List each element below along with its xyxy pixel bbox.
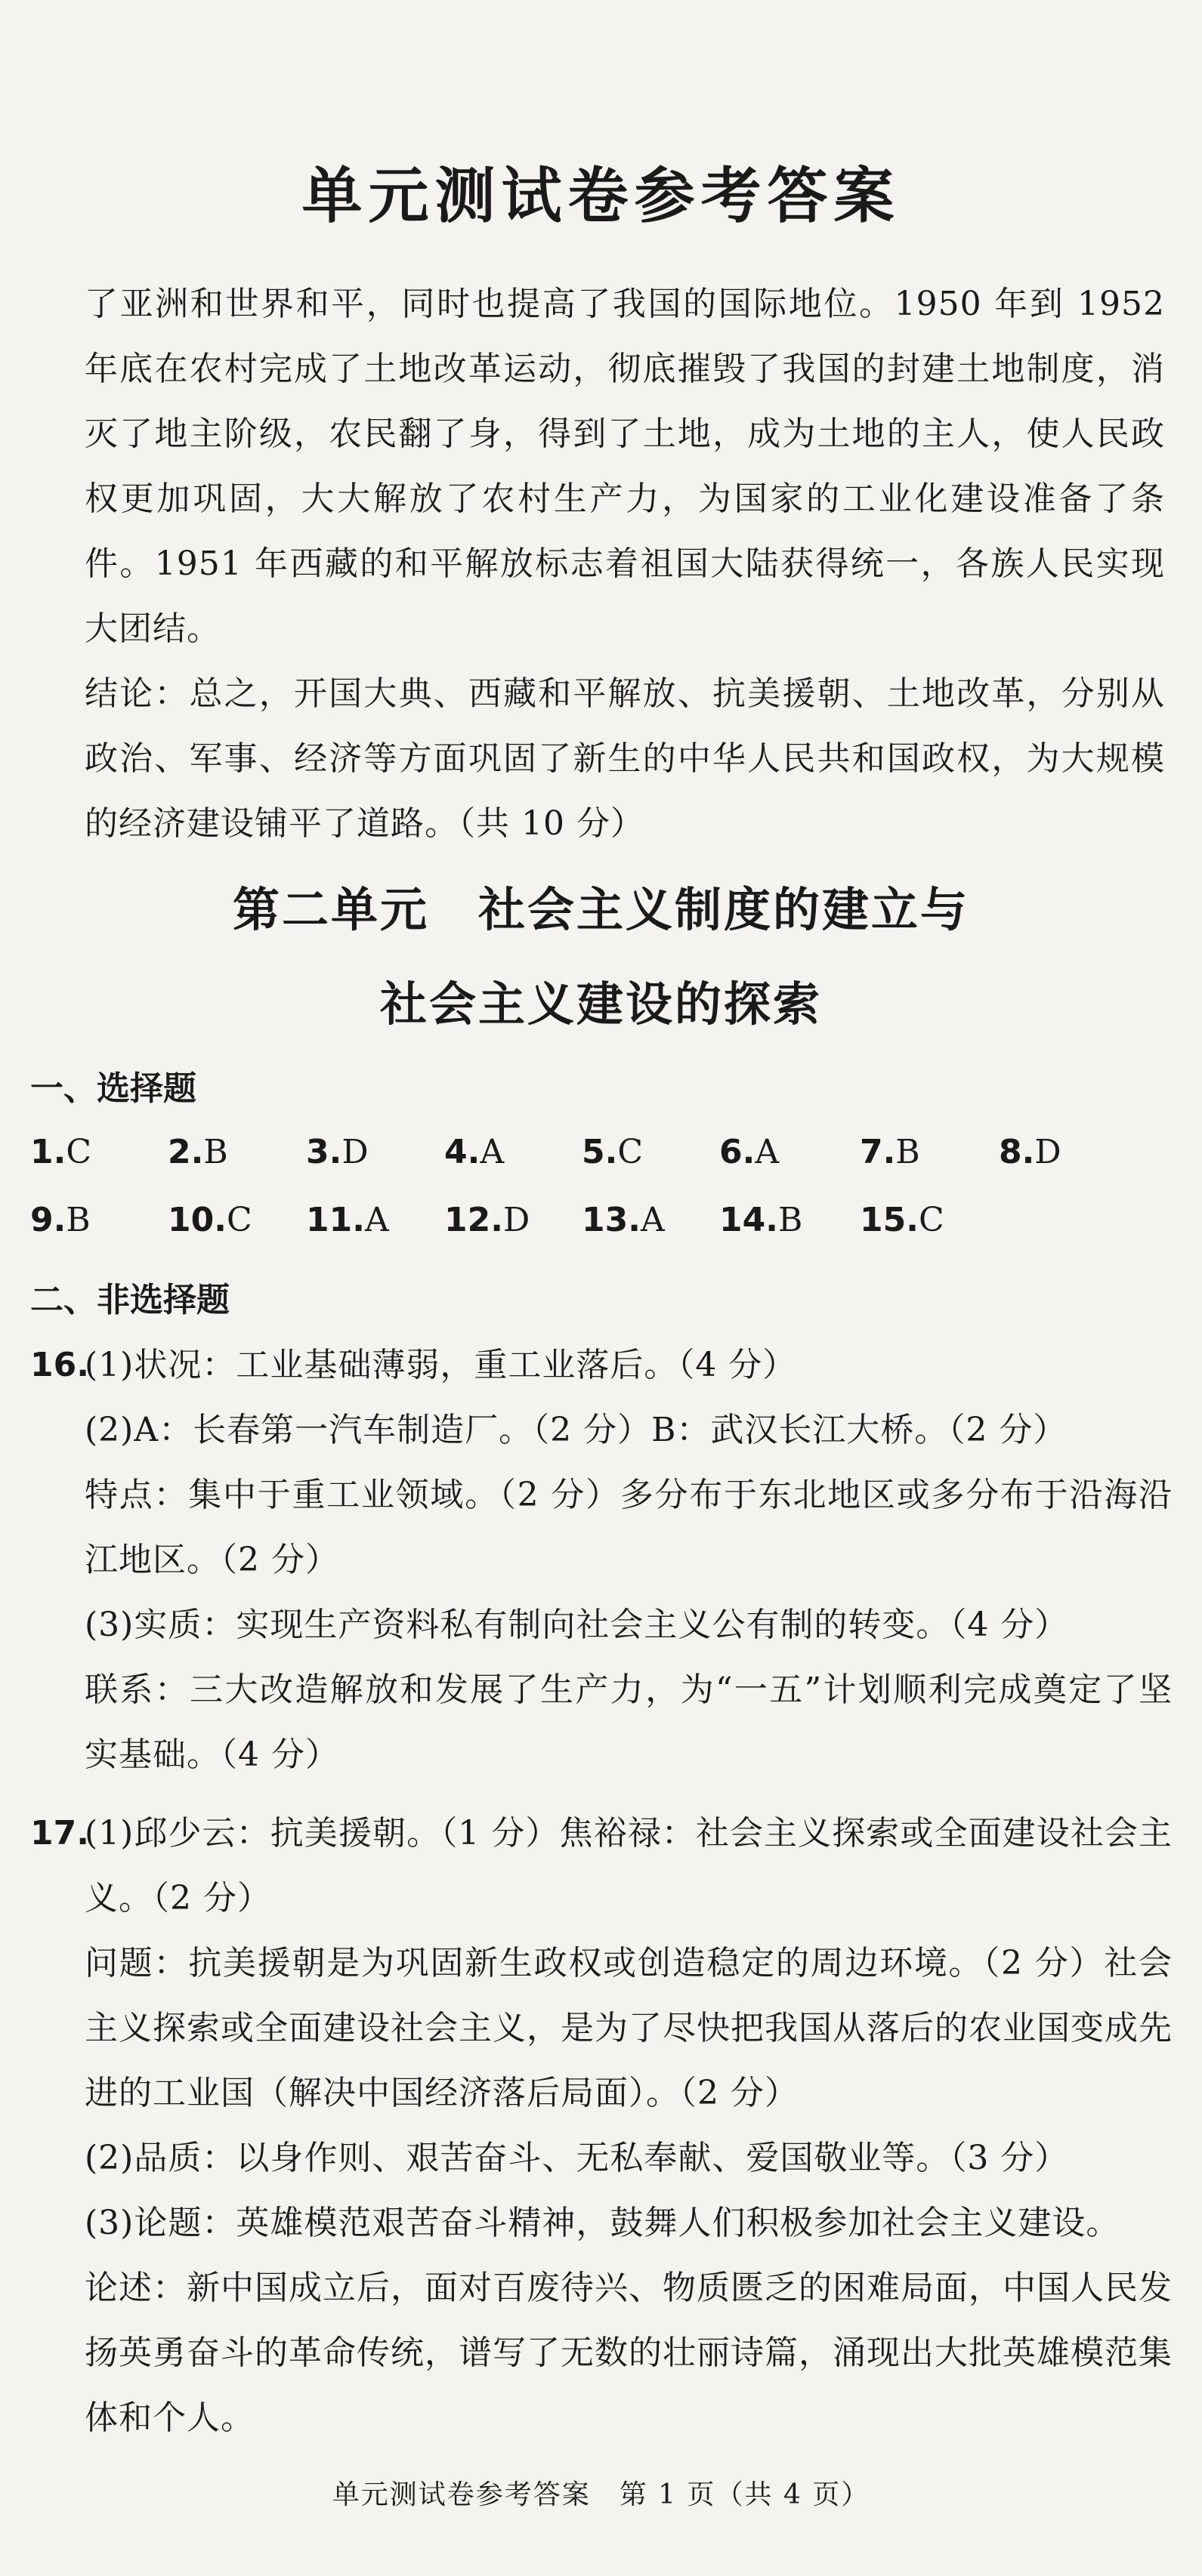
answer-item: 4.A (444, 1133, 505, 1171)
unit-title-line1: 第二单元 社会主义制度的建立与 (232, 882, 969, 937)
page-footer: 单元测试卷参考答案 第 1 页（共 4 页） (332, 2479, 870, 2510)
q16-features: 特点：集中于重工业领域。（2 分）多分布于东北地区或多分布于沿海沿江地区。（2 分） (85, 1476, 1173, 1579)
answer-item: 14.B (719, 1201, 803, 1239)
page-title: 单元测试卷参考答案 (301, 161, 901, 231)
q17-argument: 论述：新中国成立后，面对百废待兴、物质匮乏的困难局面，中国人民发扬英勇奋斗的革命传统，谱写了无数的壮丽诗篇，涌现出大批英雄模范集体和个人。 (85, 2269, 1173, 2437)
answer-row-2 (30, 1201, 1179, 1246)
answer-item: 8.D (999, 1133, 1061, 1171)
q17-part3: (3)论题：英雄模范艰苦奋斗精神，鼓舞人们积极参加社会主义建设。 (85, 2204, 1120, 2242)
question-number: 17. (30, 1814, 89, 1853)
answer-item: 5.C (582, 1133, 644, 1171)
answer-item: 9.B (30, 1201, 91, 1239)
intro-paragraph: 了亚洲和世界和平，同时也提高了我国的国际地位。1950 年到 1952 年底在农村完成了土地改革运动，彻底摧毁了我国的封建土地制度，消灭了地主阶级，农民翻了身，得到了土地，成为土地的主人，使人民政权更加巩固，大大解放了农村生产力，为国家的工业化建设准备了条件。1951 年西藏的和平解放标志着祖国大陆获得统一，各族人民实现大团结。 (85, 285, 1165, 648)
q17-problem: 问题：抗美援朝是为巩固新生政权或创造稳定的周边环境。（2 分）社会主义探索或全面建设社会主义，是为了尽快把我国从落后的农业国变成先进的工业国（解决中国经济落后局面）。（2 分） (85, 1944, 1173, 2112)
choice-section-heading: 一、选择题 (30, 1069, 196, 1108)
q16-part2: (2)A：长春第一汽车制造厂。（2 分）B：武汉长江大桥。（2 分） (85, 1411, 1068, 1449)
answer-item: 11.A (306, 1201, 389, 1239)
question-number: 16. (30, 1346, 89, 1384)
answer-item: 2.B (168, 1133, 228, 1171)
q17-part1: (1)邱少云：抗美援朝。（1 分）焦裕禄：社会主义探索或全面建设社会主义。（2 分） (85, 1814, 1173, 1917)
nonchoice-section-heading: 二、非选择题 (30, 1281, 230, 1319)
unit-title-line2: 社会主义建设的探索 (379, 976, 822, 1032)
answer-item: 1.C (30, 1133, 92, 1171)
answer-row-1 (30, 1133, 1179, 1178)
q16-part1: (1)状况：工业基础薄弱，重工业落后。（4 分） (85, 1346, 797, 1384)
q16-part3: (3)实质：实现生产资料私有制向社会主义公有制的转变。（4 分） (85, 1606, 1069, 1644)
answer-item: 10.C (168, 1201, 252, 1239)
answer-item: 12.D (444, 1201, 530, 1239)
q16-connection: 联系：三大改造解放和发展了生产力，为“一五”计划顺利完成奠定了坚实基础。（4 分） (85, 1671, 1173, 1774)
conclusion-paragraph: 结论：总之，开国大典、西藏和平解放、抗美援朝、土地改革，分别从政治、军事、经济等方面巩固了新生的中华人民共和国政权，为大规模的经济建设铺平了道路。（共 10 分） (85, 674, 1165, 843)
answer-item: 3.D (306, 1133, 369, 1171)
answer-item: 7.B (860, 1133, 920, 1171)
q17-part2: (2)品质：以身作则、艰苦奋斗、无私奉献、爱国敬业等。（3 分） (85, 2139, 1069, 2177)
answer-item: 6.A (719, 1133, 780, 1171)
answer-item: 13.A (582, 1201, 665, 1239)
intro-block (85, 272, 1165, 856)
answer-item: 15.C (860, 1201, 944, 1239)
